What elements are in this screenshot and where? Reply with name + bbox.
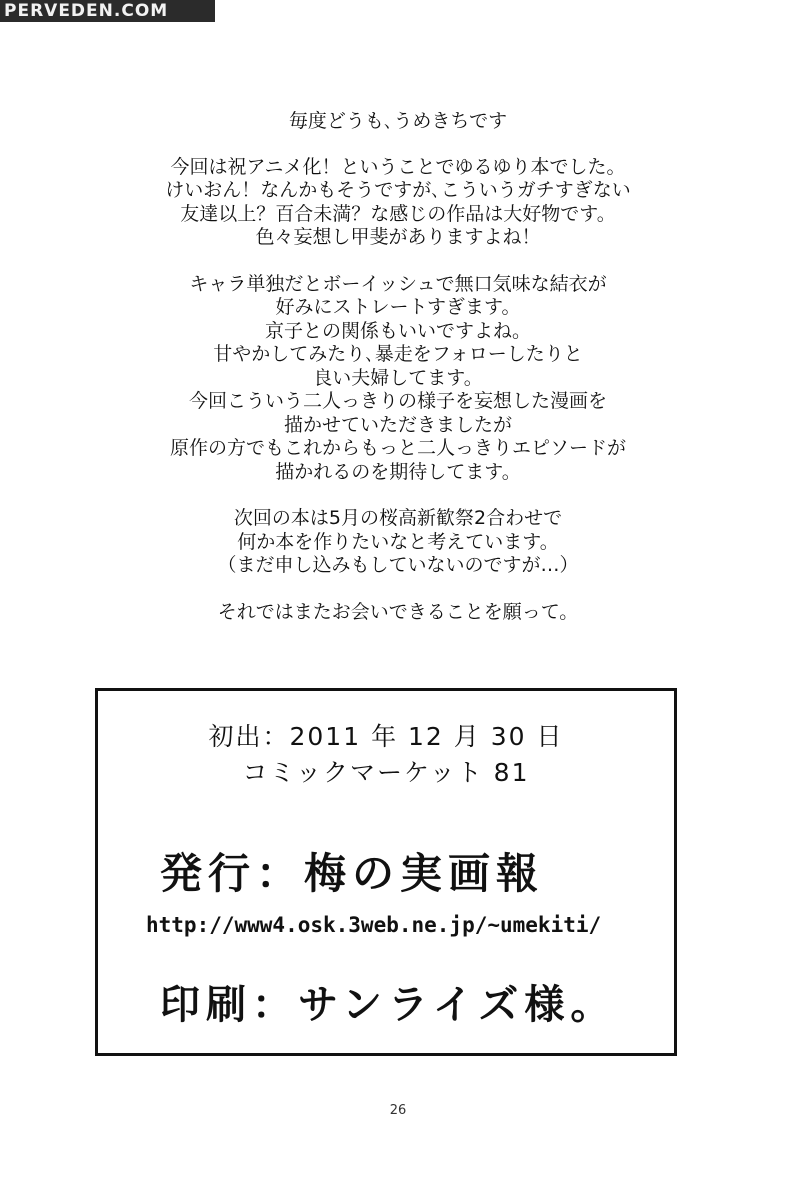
colophon-box xyxy=(95,688,677,1056)
publisher-line: 発行：梅の実画報 xyxy=(160,849,545,898)
text-line: 色々妄想し甲斐がありますよね！ xyxy=(255,226,541,248)
text-line: 今回こういう二人っきりの様子を妄想した漫画を xyxy=(188,390,607,412)
first-published-date: 初出：2011 年 12 月 30 日 xyxy=(208,722,564,751)
text-line: 友達以上？百合未満？な感じの作品は大好物です。 xyxy=(180,202,616,225)
text-line: 次回の本は5月の桜高新歓祭2合わせで xyxy=(233,507,563,529)
event-name: コミックマーケット 81 xyxy=(242,758,530,787)
text-line: 今回は祝アニメ化！ということでゆるゆり本でした。 xyxy=(170,155,626,178)
text-line: 甘やかしてみたり､暴走をフォローしたりと xyxy=(213,343,583,365)
text-line: 好みにストレートすぎます。 xyxy=(275,296,521,318)
site-watermark: PERVEDEN.COM xyxy=(0,0,215,22)
paragraph-characters xyxy=(60,273,736,485)
text-line: キャラ単独だとボーイッシュで無口気味な結衣が xyxy=(189,272,607,295)
text-line: 何か本を作りたいなと考えています。 xyxy=(237,530,559,553)
paragraph-anime xyxy=(60,156,736,250)
text-line: 描かれるのを期待してます。 xyxy=(275,460,521,483)
text-line: 原作の方でもこれからもっと二人っきりエピソードが xyxy=(169,437,626,459)
text-line: けいおん！なんかもそうですが､こういうガチすぎない xyxy=(165,179,631,201)
first-publication xyxy=(98,719,674,791)
greeting-line: 毎度どうも､うめきちです xyxy=(288,110,508,132)
text-line: 良い夫婦してます。 xyxy=(313,366,483,389)
text-line: 描かせていただきましたが xyxy=(283,413,512,436)
paragraph-next-book xyxy=(60,507,736,578)
text-line: （まだ申し込みもしていないのですが…） xyxy=(217,554,579,576)
printer-line: 印刷：サンライズ様。 xyxy=(160,982,617,1028)
closing-line: それではまたお会いできることを願って。 xyxy=(217,600,579,623)
afterword-text xyxy=(60,110,736,647)
website-url: http://www4.osk.3web.ne.jp/~umekiti/ xyxy=(146,913,602,937)
text-line: 京子との関係もいいですよね。 xyxy=(264,319,531,342)
page-number: 26 xyxy=(389,1103,407,1118)
